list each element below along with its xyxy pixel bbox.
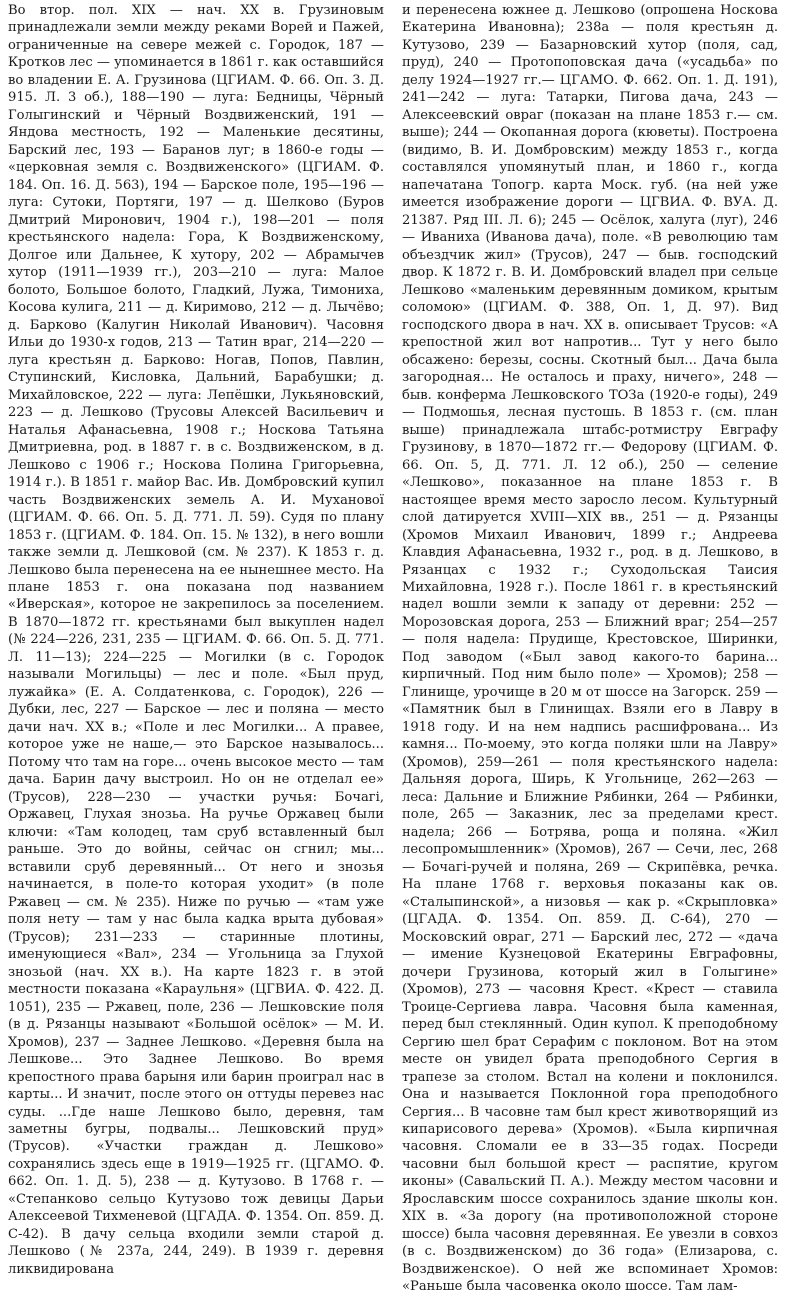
left-column-text: Во втор. пол. XIX — нач. XX в. Грузиновым принадлежали земли между реками Ворей и Пажей, ограниченные на севере межей с. Городок, 187 — Кротков лес — упоминается в 1861 г. как оставшийся во владении Е. А. Грузинова (ЦГИАМ. Ф. 66. Оп. 3. Д. 915. Л. 3 об.), 188—190 — луга: Бедницы, Чёрный Голыгинский и Чёрный Воздвиженский, 191 — Яндова местность, 192 — Маленькие десятины, Барский лес, 193 — Баранов луг; в 1860-е годы — «церковная земля с. Воздвиженского» (ЦГИАМ. Ф. 184. Оп. 16. Д. 563), 194 — Барское поле, 195—196 — луга: Сутоки, Портяги, 197 — д. Шелково (Буров Дмитрий Миронович, 1904 г.), 198—201 — поля крестьянского надела: Гора, К Воздвиженскому, Долгое или Дальнее, К хутору, 202 — Абрамычев хутор (1911—1939 гг.), 203—210 — луга: Малое болото, Большое болото, Гладкий, Лужа, Тимониха, Косова кулига, 211 — д. Киримово, 212 — д. Лычёво; д. Барково (Калугин Николай Иванович). Часовня Ильи до 1930-х годов, 213 — Татин враг, 214—220 — луга крестьян д. Барково: Ногав, Попов, Павлин, Ступинский, Кисловка, Дальний, Барабушки; д. Михайловское, 222 — луга: Лепёшки, Лукьяновский, 223 — д. Лешково (Трусовы Алексей Васильевич и Наталья Афанасьевна, 1908 г.; Носкова Татьяна Дмитриевна, род. в 1887 г. в с. Воздвиженском, в д. Лешково с 1906 г.; Носкова Полина Григорьевна, 1914 г.). В 1851 г. майор Вас. Ив. Домбровский купил часть Воздвиженских земель А. И. Муханової (ЦГИАМ. Ф. 66. Оп. 5. Д. 771. Л. 59). Судя по плану 1853 г. (ЦГИАМ. Ф. 184. Оп. 15. № 132), в него вошли также земли д. Лешковой (см. № 237). К 1853 г. д. Лешково была перенесена на ее нынешнее место. На плане 1853 г. она показана под названием «Иверская», которое не закрепилось за поселением. В 1870—1872 гг. крестьянами был выкуплен надел (№ 224—226, 231, 235 — ЦГИАМ. Ф. 66. Оп. 5. Д. 771. Л. 11—13); 224—225 — Могилки (в с. Городок называли Могильцы) — лес и поле. «Был пруд, лужайка» (Е. А. Солдатенкова, с. Городок), 226 — Дубки, лес, 227 — Барское — лес и поляна — место дачи нач. XX в.; «Поле и лес Могилки... А правее, которое уже не наше,— это Барское называлось... Потому что там на горе... очень высокое место — там дача. Барин дачу выстроил. Но он не отделал ее» (Трусов), 228—230 — участки ручья: Бочагі, Оржавец, Глухая знозьа. На ручье Оржавец были ключи: «Там колодец, там сруб вставленный был раньше. Это до войны, сейчас он сгнил; мы... вставили сруб деревянный... От него и знозья начинается, в поле-то которая уходит» (в поле Ржавец — см. № 235). Ниже по ручью — «там уже поля нету — там у нас была кадка врыта дубовая» (Трусов); 231—233 — старинные плотины, именующиеся «Вал», 234 — Угольница за Глухой знозьой (нач. XX в.). На карте 1823 г. в этой местности показана «Караульня» (ЦГВИА. Ф. 422. Д. 1051), 235 — Ржавец, поле, 236 — Лешковские поля (в д. Рязанцы называют «Большой осёлок» — М. И. Хромов), 237 — Заднее Лешково. «Деревня была на Лешкове... Это Заднее Лешково. Во время крепостного права барыня или барин проиграл нас в карты... И значит, после этого он оттуды перевез нас суды. ...Где наше Лешково было, деревня, там заметны бугры, подвалы... Лешковский пруд» (Трусов). «Участки граждан д. Лешково» сохранялись здесь еще в 1919—1925 гг. (ЦГАМО. Ф. 662. Оп. 1. Д. 5), 238 — д. Кутузово. В 1768 г. — «Степанково сельцо Кутузово тож девицы Дарьи Алексеевой Тихменевой (ЦГАДА. Ф. 1354. Оп. 859. Д. С-42). В дачу сельца входили земли старой д. Лешково (№ 237а, 244, 249). В 1939 г. деревня ликвидирована [8,3,384,1277]
left-column [8,2,384,1277]
right-column-text: и перенесена южнее д. Лешково (опрошена Носкова Екатерина Ивановна); 238а — поля крестьян д. Кутузово, 239 — Базарновский хутор (поля, сад, пруд), 240 — Протопоповская дача («усадьба» по делу 1924—1927 гг.— ЦГАМО. Ф. 662. Оп. 1. Д. 191), 241—242 — луга: Татарки, Пигова дача, 243 — Алексеевский овраг (показан на плане 1853 г.— см. выше); 244 — Окопанная дорога (кюветы). Построена (видимо, В. И. Домбровским) между 1853 г., когда составлялся упомянутый план, и 1860 г., когда напечатана Топогр. карта Моск. губ. (на ней уже имеется изображение дороги — ЦГВИА. Ф. ВУА. Д. 21387. Ряд III. Л. 6); 245 — Осёлок, халуга (луг), 246 — Иваниха (Иванова дача), поле. «В революцию там объездчик жил» (Трусов), 247 — быв. господский двор. К 1872 г. В. И. Домбровский владел при сельце Лешково «маленьким деревянным домиком, крытым соломою» (ЦГИАМ. Ф. 388, Оп. 1, Д. 97). Вид господского двора в нач. XX в. описывает Трусов: «А крепостной жил вот напротив... Тут у него было обсажено: березы, сосны. Скотный был... Дача была загородная... Не осталось и праху, ничего», 248 — быв. конферма Лешковского ТОЗа (1920-е годы), 249 — Подмошья, лесная пустошь. В 1853 г. (см. план выше) принадлежала штабс-ротмистру Евграфу Грузинову, в 1870—1872 гг.— Федорову (ЦГИАМ. Ф. 66. Оп. 5, Д. 771. Л. 12 об.), 250 — селение «Лешково», показанное на плане 1853 г. В настоящее время место заросло лесом. Культурный слой датируется XVIII—XIX вв., 251 — д. Рязанцы (Хромов Михаил Иванович, 1899 г.; Андреева Клавдия Афанасьевна, 1932 г., род. в д. Лешково, в Рязанцах с 1932 г.; Суходольская Таисия Михайловна, 1928 г.). После 1861 г. в крестьянский надел вошли земли к западу от деревни: 252 — Морозовская дорога, 253 — Ближний враг; 254—257 — поля надела: Прудище, Крестовское, Ширинки, Под заводом («Был завод какого-то барина... кирпичный. Под ним было поле» — Хромов); 258 — Глинище, урочище в 20 м от шоссе на Загорск. 259 — «Памятник был в Глинищах. Взяли его в Лавру в 1918 году. И на нем надпись расшифрована... Из камня... По-моему, это когда поляки шли на Лавру» (Хромов), 259—261 — поля крестьянского надела: Дальняя дорога, Ширь, К Угольнице, 262—263 — леса: Дальние и Ближние Рябинки, 264 — Рябинки, поле, 265 — Заказник, лес за пределами крест. надела; 266 — Ботрява, роща и поляна. «Жил лесопромышленник» (Хромов), 267 — Сечи, лес, 268 — Бочагі-ручей и поляна, 269 — Скрипёвка, речка. На плане 1768 г. верховья показаны как ов. «Сталыпинской», а низовья — как р. «Скрыпловка» (ЦГАДА. Ф. 1354. Оп. 859. Д. С-64), 270 — Московский овраг, 271 — Барский лес, 272 — «дача — имение Кузнецовой Екатерины Евграфовны, дочери Грузинова, который жил в Голыгине» (Хромов), 273 — часовня Крест. «Крест — ставила Троице-Сергиева лавра. Часовня была каменная, перед был стеклянный. Один купол. К преподобному Сергию шел брат Серафим с поклоном. Вот на этом месте он увидел брата преподобного Сергия в трапезе за столом. Встал на колени и поклонился. Она и называется Поклонной гора преподобного Сергия... В часовне там был крест животворящий из кипарисового дерева» (Хромов). «Была кирпичная часовня. Сломали ее в 33—35 годах. Посреди часовни был большой крест — распятие, кругом иконы» (Савальский П. А.). Между местом часовни и Ярославским шоссе сохранилось здание школы кон. XIX в. «За дорогу (на противоположной стороне шоссе) была часовня деревянная. Ее увезли в совхоз (в с. Воздвиженском) до 36 года» (Елизарова, с. Воздвиженское). О ней же вспоминает Хромов: «Раньше была часовенка около шоссе. Там лам- [402,3,778,1295]
right-column [402,2,778,1295]
